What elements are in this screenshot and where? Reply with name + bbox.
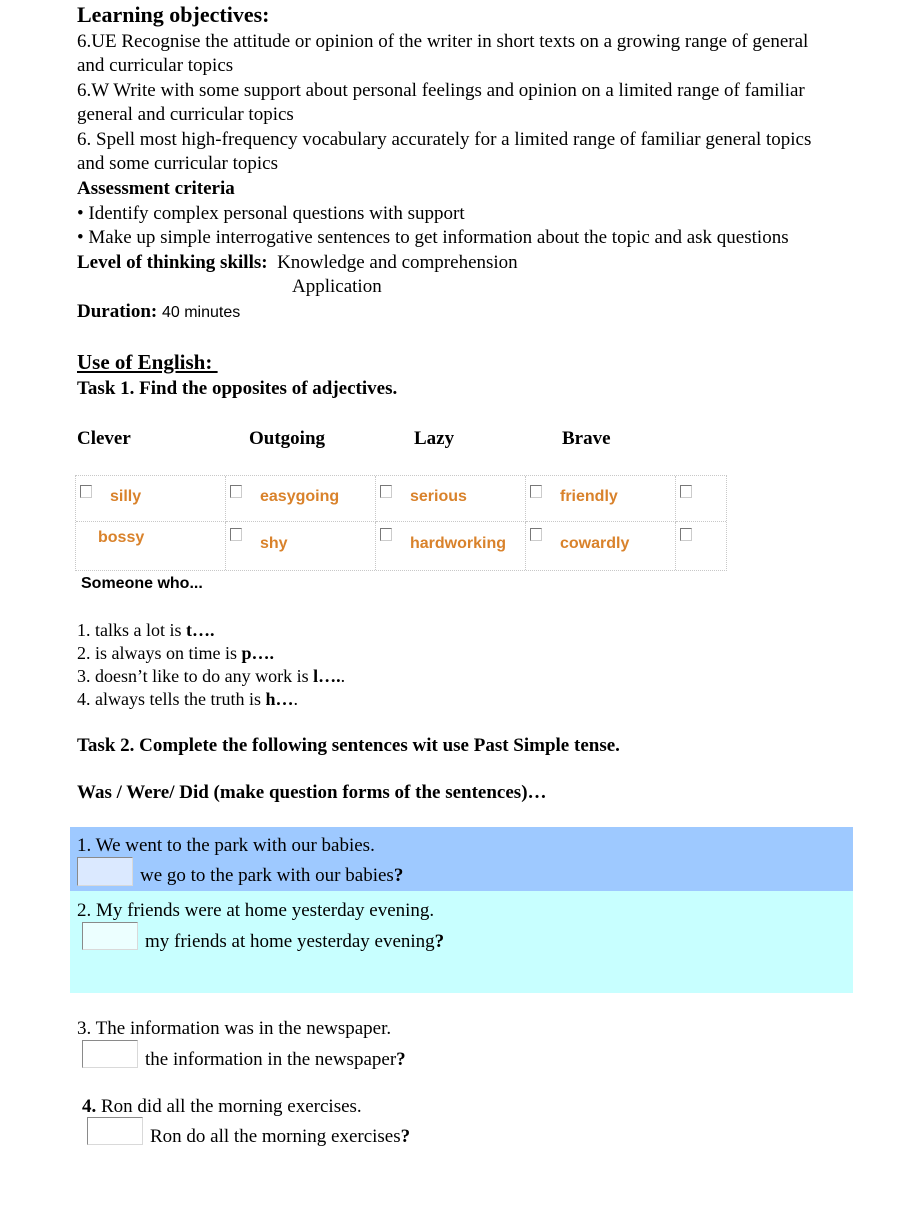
someone-who-label: Someone who...	[81, 575, 203, 592]
word-option: friendly	[560, 488, 618, 505]
clue-text: 1. talks a lot is	[77, 620, 186, 640]
checkbox[interactable]	[380, 485, 392, 498]
answer-input[interactable]	[77, 857, 133, 886]
thinking-skills-value: Knowledge and comprehension	[277, 252, 518, 273]
objective-line: 6.UE Recognise the attitude or opinion of the writer in short texts on a growing range of general	[77, 31, 809, 52]
word-option: silly	[110, 488, 142, 505]
question-mark: ?	[396, 1049, 406, 1070]
objective-line: general and curricular topics	[77, 104, 294, 125]
assessment-item: • Make up simple interrogative sentences to get information about the topic and ask questions	[77, 227, 789, 248]
checkbox[interactable]	[230, 485, 242, 498]
word-cell	[376, 522, 526, 570]
sentence-statement: 1. We went to the park with our babies.	[77, 835, 375, 856]
duration-row	[77, 300, 240, 325]
adjective-brave: Brave	[562, 428, 611, 449]
answer-input[interactable]	[82, 922, 138, 950]
answer-input[interactable]	[87, 1117, 143, 1145]
task1-title: Task 1. Find the opposites of adjectives.	[77, 378, 398, 399]
statement-text: Ron did all the morning exercises.	[101, 1096, 362, 1117]
word-option: easygoing	[260, 488, 340, 505]
adjective-lazy: Lazy	[414, 428, 455, 449]
duration-label: Duration:	[77, 301, 158, 322]
word-option: cowardly	[560, 535, 630, 552]
question-text: the information in the newspaper	[145, 1049, 397, 1070]
sentence-question	[140, 864, 403, 888]
clue-answer: l….	[313, 666, 341, 686]
checkbox[interactable]	[530, 485, 542, 498]
word-cell	[76, 476, 226, 522]
question-mark: ?	[400, 1126, 411, 1147]
word-option: serious	[410, 488, 467, 505]
thinking-skills-value-2: Application	[292, 276, 382, 297]
sentence-statement: 3. The information was in the newspaper.	[77, 1018, 392, 1039]
word-cell	[226, 522, 376, 570]
word-option: shy	[260, 535, 288, 552]
objective-line: 6.W Write with some support about personal feelings and opinion on a limited range of familiar	[77, 80, 805, 101]
checkbox[interactable]	[230, 528, 242, 541]
assessment-heading: Assessment criteria	[77, 178, 235, 199]
checkbox[interactable]	[80, 485, 92, 498]
word-grid	[75, 475, 727, 571]
objective-line: and curricular topics	[77, 55, 234, 76]
word-option: hardworking	[410, 535, 507, 552]
task2-title: Task 2. Complete the following sentences wit use Past Simple tense.	[77, 735, 620, 756]
sentence-question	[145, 930, 444, 954]
task2-subtitle: Was / Were/ Did (make question forms of the sentences)…	[77, 782, 547, 803]
thinking-skills-label: Level of thinking skills:	[77, 252, 268, 273]
checkbox[interactable]	[680, 485, 692, 498]
objectives-heading: Learning objectives:	[77, 2, 270, 27]
adjective-outgoing: Outgoing	[249, 428, 326, 449]
objective-line: 6. Spell most high-frequency vocabulary accurately for a limited range of familiar general topics	[77, 129, 812, 150]
checkbox[interactable]	[380, 528, 392, 541]
thinking-skills-row	[77, 251, 518, 275]
word-cell	[526, 476, 676, 522]
clue-answer: h…	[265, 689, 294, 709]
word-cell	[76, 522, 226, 570]
sentence-question	[145, 1048, 406, 1072]
clue-tail: .	[340, 666, 346, 686]
objective-line: and some curricular topics	[77, 153, 279, 174]
answer-input[interactable]	[82, 1040, 138, 1068]
question-text: my friends at home yesterday evening	[145, 931, 435, 952]
sentence-number: 4.	[82, 1096, 97, 1117]
clue-text: 4. always tells the truth is	[77, 689, 266, 709]
assessment-item: • Identify complex personal questions with support	[77, 203, 465, 224]
question-text: we go to the park with our babies	[140, 865, 394, 886]
checkbox[interactable]	[530, 528, 542, 541]
question-text: Ron do all the morning exercises	[150, 1126, 401, 1147]
clue-answer: t….	[186, 620, 215, 640]
word-cell	[226, 476, 376, 522]
word-cell	[676, 476, 726, 522]
clue-answer: p….	[241, 643, 275, 663]
word-option: bossy	[98, 529, 145, 546]
word-cell	[676, 522, 726, 570]
clue-text: 2. is always on time is	[77, 643, 242, 663]
clue-text: 3. doesn’t like to do any work is	[77, 666, 314, 686]
clue-line	[77, 688, 298, 711]
sentence-statement: 2. My friends were at home yesterday evening.	[77, 900, 435, 921]
use-of-english-heading: Use of English:	[77, 350, 218, 374]
word-cell	[526, 522, 676, 570]
clue-tail: .	[293, 689, 298, 709]
question-mark: ?	[434, 931, 445, 952]
sentence-statement	[82, 1095, 362, 1119]
word-cell	[376, 476, 526, 522]
clue-line	[77, 619, 215, 642]
duration-value: 40 minutes	[161, 304, 241, 321]
adjective-clever: Clever	[77, 428, 131, 449]
clue-line	[77, 665, 345, 688]
checkbox[interactable]	[680, 528, 692, 541]
sentence-question	[150, 1125, 410, 1149]
question-mark: ?	[393, 865, 404, 886]
clue-line	[77, 642, 274, 665]
